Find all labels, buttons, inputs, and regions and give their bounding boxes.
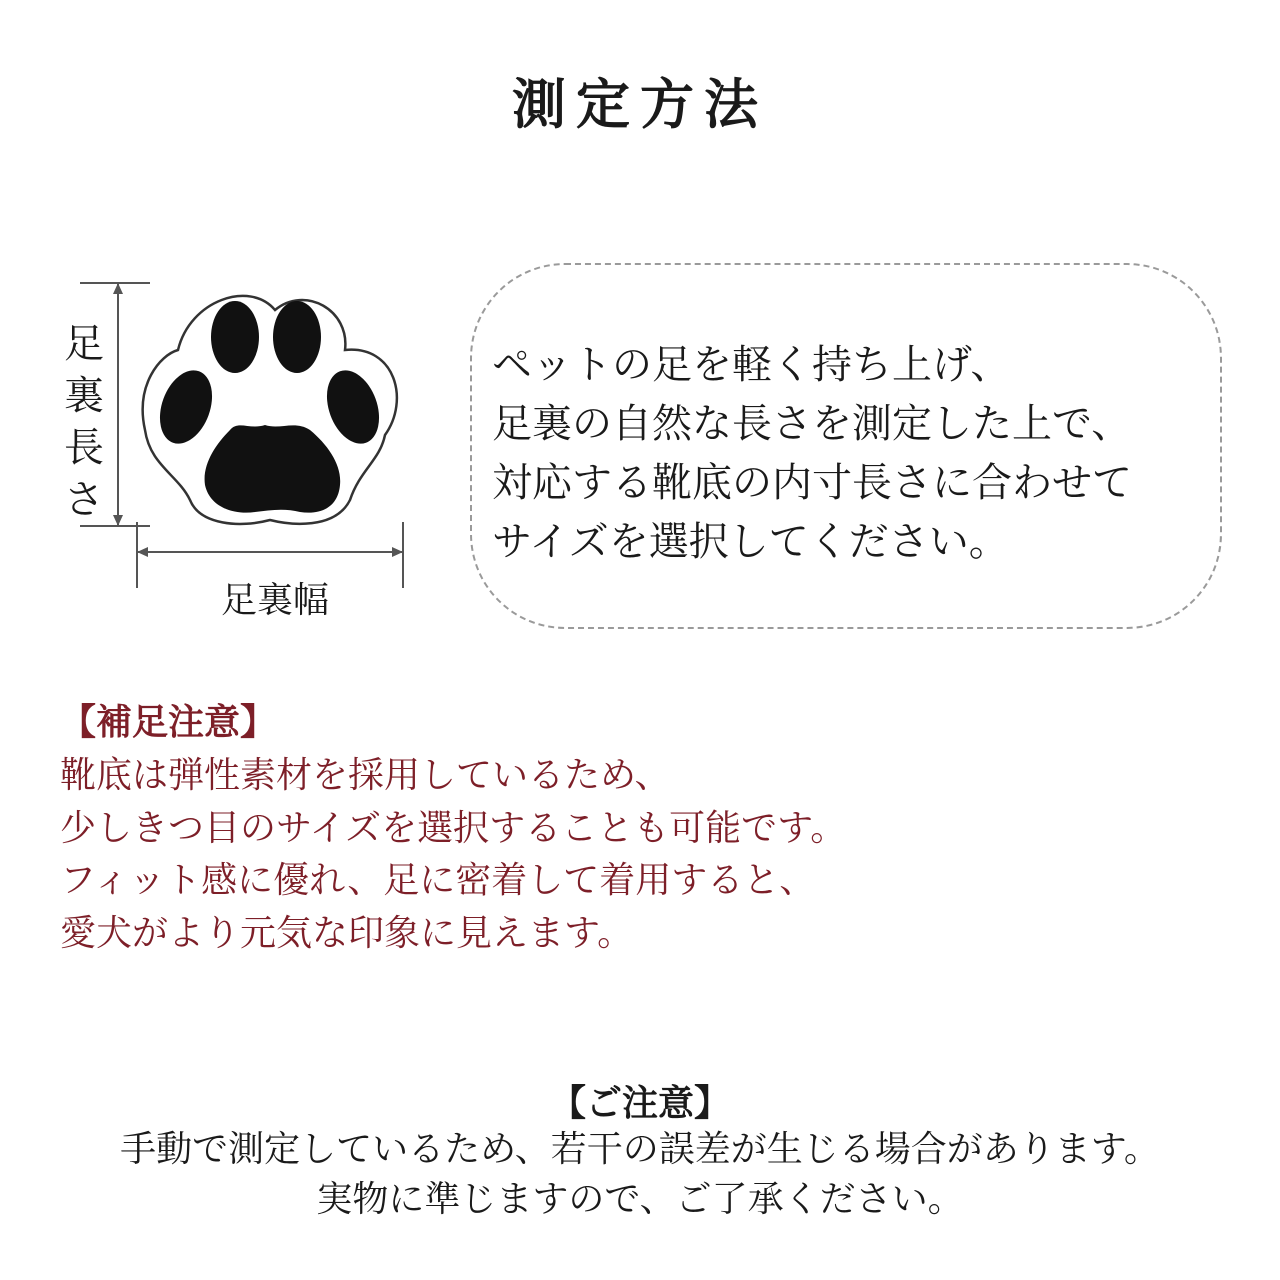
note-line: 愛犬がより元気な印象に見えます。 xyxy=(60,912,634,954)
caution-title: 【ご注意】 xyxy=(549,1083,730,1124)
note-line: 靴底は弾性素材を採用しているため、 xyxy=(60,755,671,796)
measurement-diagram xyxy=(60,270,420,630)
length-label: 足 裏 長 さ xyxy=(64,321,104,523)
instruction-line: サイズを選択してください。 xyxy=(492,519,1009,565)
width-label: 足裏幅 xyxy=(220,580,329,621)
caution-body xyxy=(0,1125,1280,1225)
instruction-line: ペットの足を軽く持ち上げ、 xyxy=(492,342,1011,388)
note-body xyxy=(60,750,846,960)
note-line: 少しきつ目のサイズを選択することも可能です。 xyxy=(60,807,847,849)
note-line: フィット感に優れ、足に密着して着用すると、 xyxy=(60,860,816,901)
caution-line: 実物に準じますので、ご了承ください。 xyxy=(316,1179,964,1220)
instruction-line: 対応する靴底の内寸長さに合わせて xyxy=(492,460,1132,506)
caution-line: 手動で測定しているため、若干の誤差が生じる場合があります。 xyxy=(120,1129,1160,1170)
page-title: 測定方法 xyxy=(512,73,768,136)
note-title: 【補足注意】 xyxy=(60,702,277,743)
instruction-text xyxy=(492,336,1252,572)
instruction-line: 足裏の自然な長さを測定した上で、 xyxy=(492,401,1132,447)
